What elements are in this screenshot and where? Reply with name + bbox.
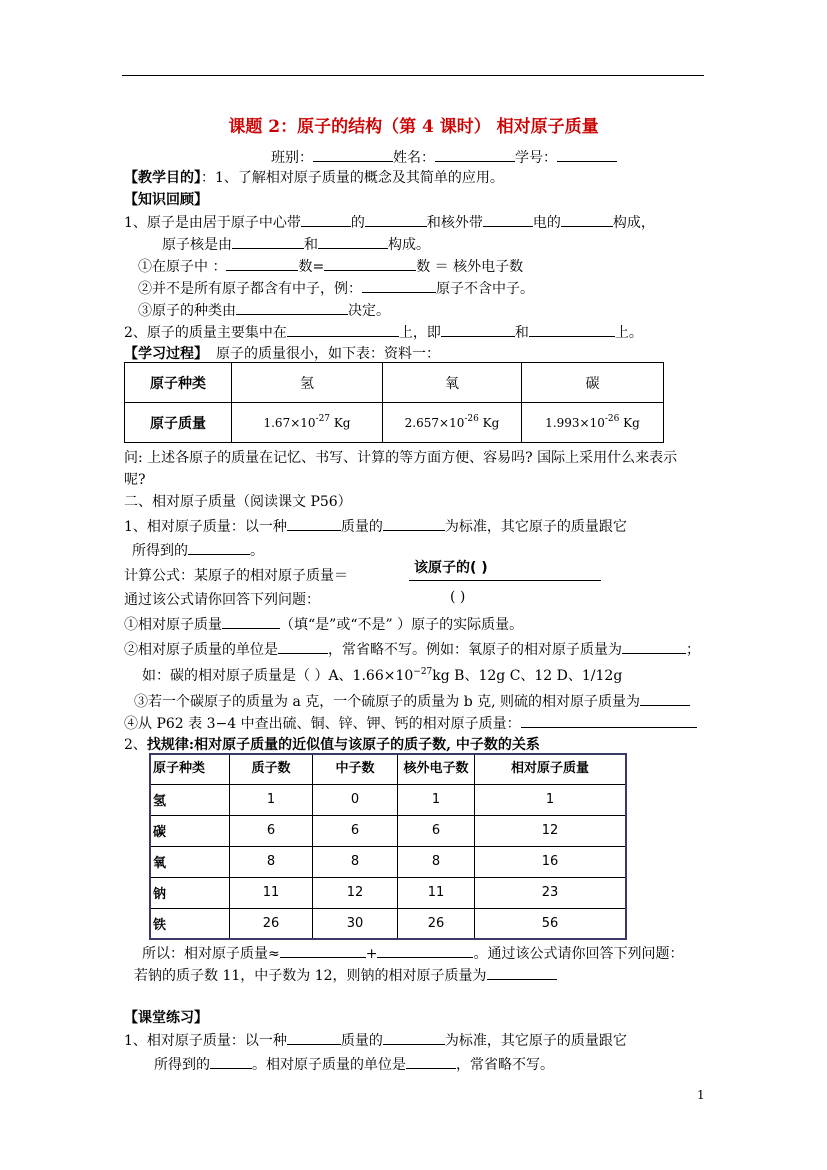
atomic-mass-table [124,362,664,443]
review-q2-text: 和 [514,325,529,341]
blank[interactable] [622,638,686,654]
blank[interactable] [236,299,348,315]
choice-text: kg B、12g C、12 D、1/12g [432,668,623,684]
review-q1-text: 构成。 [388,237,430,253]
formula-label: 计算公式：某原子的相对原子质量＝ [124,568,348,584]
answer-text: ②相对原子质量的单位是 [124,642,278,658]
page-number: 1 [697,1088,705,1102]
review-c3-text: ③原子的种类由 [138,303,236,319]
formula-numerator: 该原子的( ) [414,560,488,576]
blank[interactable] [365,211,427,227]
fraction-bar [409,580,601,581]
table-cell: 6 [398,815,475,846]
review-q1-text: 原子核是由 [162,237,232,253]
conclusion-text: 。通过该公式请你回答下列问题： [473,946,684,962]
table-cell: 铁 [150,908,230,939]
table-header-row [150,754,626,784]
blank[interactable] [287,321,399,337]
table-cell: 11 [398,877,475,908]
definition-line1 [124,515,627,536]
table-cell: 碳 [150,815,230,846]
choice-exponent: −27 [413,667,433,677]
blank[interactable] [188,539,250,555]
blank[interactable] [529,321,615,337]
review-q2-text: 上，即 [398,325,441,341]
table-cell: 8 [398,846,475,877]
table-cell: 11 [230,877,313,908]
id-label: 学号： [515,150,557,166]
table-row [150,877,626,908]
rule-number: 2、 [124,737,147,753]
blank[interactable] [232,233,304,249]
review-q1-text: 1、原子是由居于原子中心带 [124,215,301,231]
review-c3-text: 决定。 [348,303,390,319]
answer-4 [124,712,697,733]
definition-text: 1、相对原子质量：以一种 [124,519,287,535]
choice-text: 如：碳的相对原子质量是（ ）A、1.66×10 [142,668,414,684]
practice-q1-line2 [154,1053,554,1074]
answer-intro: 通过该公式请你回答下列问题： [124,592,320,608]
table-cell [232,403,383,443]
table-row [150,908,626,939]
definition-text: 为标准，其它原子的质量跟它 [444,519,627,535]
review-q1-text: 和 [304,237,318,253]
table-cell [383,403,522,443]
mass-unit: Kg [619,415,640,430]
blank[interactable] [383,1029,445,1045]
conclusion-line2 [134,964,557,985]
objective-text: ：1、了解相对原子质量的概念及其简单的应用。 [201,170,504,186]
blank[interactable] [406,1053,456,1069]
table-cell: 8 [230,846,313,877]
review-q1-text: 构成， [612,215,655,231]
answer-3 [134,690,690,711]
table-cell: 30 [313,908,398,939]
table-cell: 12 [313,877,398,908]
table-cell: 1 [475,784,627,815]
table-cell: 1 [398,784,475,815]
blank[interactable] [377,942,473,958]
blank[interactable] [487,964,557,980]
table-cell: 钠 [150,877,230,908]
name-field[interactable] [435,146,515,162]
question-line2: 呢? [124,472,146,488]
table-cell: 8 [313,846,398,877]
review-q1-text: 电的 [532,215,561,231]
objective-line [124,167,504,187]
mass-unit: Kg [330,415,351,430]
rule-table [149,753,627,940]
answer-text: ，常省略不写。例如：氧原子的相对原子质量为 [328,642,622,658]
mass-exponent: -26 [604,413,620,424]
review-tag: 【知识回顾】 [124,192,208,208]
blank[interactable] [561,211,613,227]
practice-text: 所得到的 [154,1057,210,1073]
review-q1-line2 [162,233,430,254]
blank[interactable] [278,638,328,654]
blank[interactable] [222,613,280,629]
blank[interactable] [362,277,436,293]
name-label: 姓名： [393,150,435,166]
definition-text: 所得到的 [132,543,188,559]
conclusion-line1 [142,942,683,963]
table-cell: 16 [475,846,627,877]
practice-text: 为标准，其它原子的质量跟它 [444,1033,627,1049]
answer-2 [124,638,700,659]
objective-tag: 【教学目的】 [124,170,201,186]
answer-text: ； [686,642,700,658]
mass-value: 2.657×10 [404,415,465,430]
answer-1 [124,613,523,634]
blank[interactable] [226,255,298,271]
table-header-row [125,363,664,403]
mass-exponent: -27 [315,413,331,424]
review-c2-text: ②并不是所有原子都含有中子，例： [138,281,362,297]
table-header-cell: 中子数 [313,754,398,784]
class-label: 班别： [271,150,313,166]
table-row [150,846,626,877]
table-cell: 1 [230,784,313,815]
practice-text: 质量的 [340,1033,383,1049]
process-tag: 【学习过程】 [124,346,208,362]
table-cell: 26 [398,908,475,939]
table-cell: 23 [475,877,627,908]
table-header-cell: 原子种类 [150,754,230,784]
practice-text: ，常省略不写。 [456,1057,554,1073]
table-cell: 0 [313,784,398,815]
blank[interactable] [483,211,533,227]
table-header-cell: 质子数 [230,754,313,784]
conclusion-text: 所以：相对原子质量≈ [142,946,280,962]
review-c1-text: ①在原子中 ： [138,259,227,275]
table-header-cell: 原子种类 [125,363,232,403]
table-cell: 56 [475,908,627,939]
answer-text: ④从 P62 表 3−4 中查出硫、铜、锌、钾、钙的相对原子质量： [124,716,521,732]
answer-text: （填“是”或“不是” ）原子的实际质量。 [280,617,524,633]
table-header-cell: 氧 [383,363,522,403]
header-rule [122,75,704,76]
mass-value: 1.67×10 [263,415,316,430]
answer-text: ①相对原子质量 [124,617,222,633]
review-q2-text: 上。 [614,325,643,341]
table-row [125,403,664,443]
table-cell: 氢 [150,784,230,815]
practice-tag: 【课堂练习】 [124,1010,208,1026]
table-cell: 氧 [150,846,230,877]
formula-denominator: ( ) [450,589,466,605]
blank[interactable] [640,690,690,706]
table-header-cell: 相对原子质量 [475,754,627,784]
definition-line2 [132,539,264,560]
definition-text: 质量的 [340,519,383,535]
table-header-cell: 碳 [522,363,664,403]
definition-text: 。 [250,543,264,559]
table-row-label: 原子质量 [125,403,232,443]
mass-unit: Kg [478,415,500,430]
blank[interactable] [521,712,697,728]
conclusion-text: + [365,946,378,962]
student-info-line [271,146,617,167]
table-cell: 6 [230,815,313,846]
review-c2-text: 原子不含中子。 [436,281,534,297]
blank[interactable] [441,321,515,337]
review-c3 [138,299,390,320]
section2-heading: 二、相对原子质量（阅读课文 P56） [124,494,352,510]
table-cell: 12 [475,815,627,846]
table-row [150,784,626,815]
answer-text: ③若一个碳原子的质量为 a 克，一个硫原子的质量为 b 克, 则硫的相对原子质量为 [134,694,641,710]
review-c1-text: 数= [298,259,325,275]
blank[interactable] [210,1053,252,1069]
table-header-cell: 氢 [232,363,383,403]
review-q2-text: 2、原子的质量主要集中在 [124,325,287,341]
choice-question [142,665,622,685]
practice-text: 。相对原子质量的单位是 [252,1057,406,1073]
blank[interactable] [383,515,445,531]
review-q1-line1 [124,211,655,232]
id-field[interactable] [557,146,617,162]
rule-heading [124,734,540,754]
page-title: 课题 2：原子的结构（第 4 课时） 相对原子质量 [228,117,599,137]
table-cell: 26 [230,908,313,939]
blank[interactable] [287,1029,341,1045]
blank[interactable] [301,211,351,227]
practice-text: 1、相对原子质量：以一种 [124,1033,287,1049]
practice-q1-line1 [124,1029,627,1050]
table-cell: 6 [313,815,398,846]
review-c2 [138,277,534,298]
question-line1: 问: 上述各原子的质量在记忆、书写、计算的等方面方便、容易吗? 国际上采用什么来表示 [124,450,678,466]
review-c1 [138,255,523,276]
blank[interactable] [324,255,416,271]
blank[interactable] [280,942,366,958]
review-q2 [124,321,643,342]
review-c1-text: 数 ＝ 核外电子数 [416,259,524,275]
conclusion-text: 若钠的质子数 11，中子数为 12，则钠的相对原子质量为 [134,968,487,984]
mass-exponent: -26 [464,413,479,424]
table-cell [522,403,664,443]
table-header-cell: 核外电子数 [398,754,475,784]
process-line [124,343,440,363]
blank[interactable] [318,233,388,249]
rule-text: 找规律:相对原子质量的近似值与该原子的质子数, 中子数的关系 [146,737,540,753]
blank[interactable] [287,515,341,531]
mass-value: 1.993×10 [545,415,605,430]
table-row [150,815,626,846]
process-text: 原子的质量很小，如下表：资料一： [216,346,440,362]
review-q1-text: 的 [350,215,365,231]
class-field[interactable] [313,146,393,162]
review-q1-text: 和核外带 [426,215,483,231]
